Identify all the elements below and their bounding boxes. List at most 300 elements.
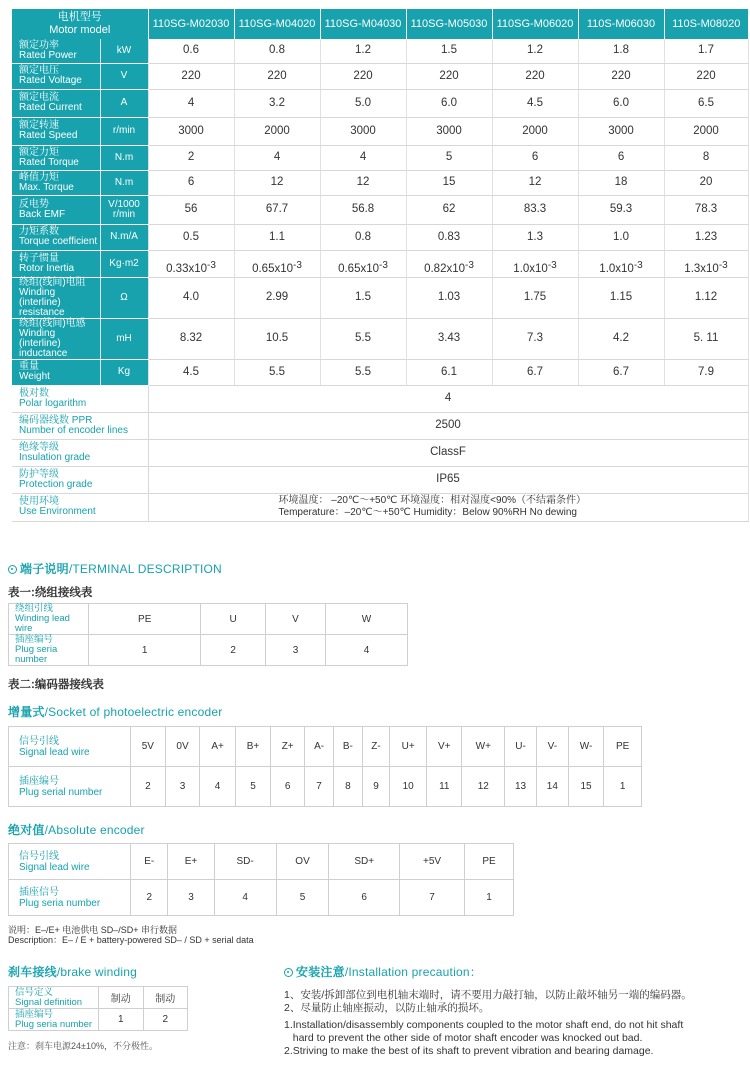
spec-value: 0.6	[148, 39, 234, 63]
pin-cell: 13	[505, 767, 537, 807]
spec-value: 4.5	[148, 359, 234, 385]
label-en: Signal definition	[15, 996, 83, 1008]
param-name-cn: 额定电流	[19, 92, 59, 103]
absolute-note	[8, 925, 254, 945]
spec-value: 15	[406, 170, 492, 195]
param-name-cn: 重量	[19, 361, 39, 372]
label-cn: 插座编号	[15, 634, 54, 645]
spec-value: 1.0	[578, 224, 664, 250]
incremental-signal-row	[9, 727, 642, 767]
spec-value: 18	[578, 170, 664, 195]
value-mantissa: 0.65x10	[338, 262, 380, 275]
winding-plug-label	[9, 635, 89, 666]
pin-cell: 6	[329, 880, 400, 916]
brake-section-title	[8, 963, 137, 980]
pin-cell: 4	[214, 880, 276, 916]
pin-cell: 8	[333, 767, 362, 807]
spec-value: 2000	[234, 117, 320, 145]
spec-merged-row	[12, 412, 748, 439]
param-name-en: Rated Voltage	[19, 75, 82, 86]
label-cn: 插座信号	[19, 886, 59, 898]
spec-value: 5.5	[234, 359, 320, 385]
spec-value: 220	[406, 63, 492, 89]
signal-cell: A-	[305, 727, 334, 767]
value-exponent: -3	[718, 259, 728, 271]
motor-model-header-en: Motor model	[49, 24, 111, 36]
install-line: 1、安装/拆卸部位到电机轴末端时，请不要用力敲打轴，以防止敲坏轴另一端的编码器。	[284, 989, 692, 1001]
param-name	[12, 493, 148, 521]
spec-value: 3000	[148, 117, 234, 145]
label-en: Plug seria number	[15, 644, 58, 665]
circle-dot-icon	[284, 968, 293, 977]
brake-title-en: /brake winding	[56, 965, 137, 979]
terminal-title-en: /TERMINAL DESCRIPTION	[68, 562, 222, 576]
absolute-title-en: /Absolute encoder	[44, 823, 145, 837]
param-name-cn: 力矩系数	[19, 226, 59, 237]
model-col: 110S-M06030	[578, 9, 664, 39]
spec-row	[12, 170, 748, 195]
winding-wire-cell: W	[326, 604, 408, 635]
spec-row	[12, 63, 748, 89]
install-section-title	[284, 963, 482, 980]
label-cn: 信号引线	[19, 735, 59, 747]
spec-value: 8.32	[148, 318, 234, 359]
env-line-cn: 环境温度： –20℃～+50℃ 环境湿度：相对湿度<90%（不结霜条件）	[278, 495, 587, 506]
incremental-pin-label	[9, 767, 131, 807]
spec-value: 1.75	[492, 277, 578, 318]
model-col: 110SG-M05030	[406, 9, 492, 39]
incremental-title-en: /Socket of photoelectric encoder	[44, 705, 223, 719]
install-line: 1.Installation/disassembly components coupled to the motor shaft end, do not hit shaft	[284, 1019, 684, 1031]
spec-merged-value: 4	[148, 385, 748, 412]
terminal-title-cn: 端子说明	[20, 562, 69, 576]
spec-value: 220	[148, 63, 234, 89]
install-line: 2.Striving to make the best of its shaft to prevent vibration and bearing damage.	[284, 1045, 654, 1057]
spec-value: 1.5	[406, 39, 492, 63]
spec-value: 12	[234, 170, 320, 195]
spec-value: 6.1	[406, 359, 492, 385]
value-exponent: -3	[547, 259, 557, 271]
param-name-en: Rated Torque	[19, 156, 79, 168]
param-name	[12, 224, 100, 250]
param-unit: N.m	[100, 170, 148, 195]
param-name-en: Use Environment	[19, 506, 96, 517]
param-name-cn: 反电势	[19, 198, 49, 210]
signal-cell: B+	[235, 727, 270, 767]
spec-value: 12	[320, 170, 406, 195]
spec-value: 12	[492, 170, 578, 195]
winding-wire-cell: V	[265, 604, 325, 635]
brake-pin-row	[9, 1009, 188, 1031]
spec-value: 1.15	[578, 277, 664, 318]
spec-value: 4.5	[492, 89, 578, 117]
install-line: hard to prevent the other side of motor shaft encoder was knocked out bad.	[284, 1032, 643, 1044]
param-name-cn: 峰值力矩	[19, 171, 59, 183]
label-en: Plug seria number	[19, 897, 101, 909]
model-col: 110SG-M02030	[148, 9, 234, 39]
brake-pin-cell: 1	[99, 1009, 144, 1031]
spec-row	[12, 195, 748, 224]
param-unit: r/min	[100, 117, 148, 145]
spec-value: 3000	[578, 117, 664, 145]
param-name-cn: 极对数	[19, 387, 49, 399]
spec-value: 6.5	[664, 89, 748, 117]
param-name-en: Rated Speed	[19, 130, 78, 141]
spec-value: 220	[320, 63, 406, 89]
spec-value: 0.83	[406, 224, 492, 250]
spec-value: 5. 11	[664, 318, 748, 359]
param-name-cn: 转子惯量	[19, 252, 59, 264]
spec-value	[406, 250, 492, 277]
signal-cell: A+	[200, 727, 235, 767]
spec-value: 10.5	[234, 318, 320, 359]
install-line: 2、尽量防止轴座振动，以防止轴承的损坏。	[284, 1002, 490, 1014]
winding-plug-cell: 3	[265, 635, 325, 666]
param-name-en: Back EMF	[19, 208, 66, 220]
absolute-section-title	[8, 821, 145, 838]
signal-cell: U-	[505, 727, 537, 767]
spec-value: 1.1	[234, 224, 320, 250]
param-unit: Kg·m2	[100, 250, 148, 277]
spec-value: 2.99	[234, 277, 320, 318]
spec-value: 1.3	[492, 224, 578, 250]
pin-cell: 5	[276, 880, 329, 916]
signal-cell: Z-	[362, 727, 389, 767]
param-name-cn: 额定电压	[19, 65, 59, 76]
spec-value: 7.9	[664, 359, 748, 385]
param-unit: A	[100, 89, 148, 117]
spec-row	[12, 117, 748, 145]
incremental-title-cn: 增量式	[8, 705, 45, 719]
signal-cell: W-	[568, 727, 604, 767]
model-col: 110SG-M04020	[234, 9, 320, 39]
signal-cell: V-	[536, 727, 568, 767]
winding-plug-cell: 4	[326, 635, 408, 666]
param-name-en: Torque coefficient	[19, 236, 98, 247]
spec-value: 5.0	[320, 89, 406, 117]
param-name	[12, 318, 100, 359]
spec-row	[12, 250, 748, 277]
spec-merged-row	[12, 466, 748, 493]
terminal-section-title	[8, 560, 222, 577]
param-unit: Ω	[100, 277, 148, 318]
param-name-cn: 防护等级	[19, 468, 59, 480]
pin-cell: 7	[400, 880, 465, 916]
absolute-pin-label	[9, 880, 131, 916]
install-title-en: /Installation precaution：	[344, 965, 482, 979]
signal-cell: V+	[427, 727, 462, 767]
spec-value: 6.7	[492, 359, 578, 385]
absolute-encoder-table	[8, 843, 514, 916]
signal-cell: W+	[462, 727, 505, 767]
spec-value: 5	[406, 145, 492, 170]
absolute-note-en: Description：E– / E + battery-powered SD– / SD + serial data	[8, 935, 254, 945]
label-en: Signal lead wire	[19, 861, 90, 873]
param-name-cn: 绝缘等级	[19, 441, 59, 453]
spec-row	[12, 318, 748, 359]
value-exponent: -3	[207, 259, 216, 271]
install-text	[284, 989, 746, 1058]
param-name-en: Rated Current	[19, 102, 82, 113]
param-name-cn: 绕组(线间)电感	[19, 317, 86, 329]
absolute-signal-row	[9, 844, 514, 880]
spec-merged-value: ClassF	[148, 439, 748, 466]
label-cn: 绕组引线	[15, 603, 54, 614]
spec-row	[12, 277, 748, 318]
spec-value: 6	[578, 145, 664, 170]
label-en: Plug serial number	[19, 786, 103, 798]
pin-cell: 5	[235, 767, 270, 807]
param-unit: mH	[100, 318, 148, 359]
value-exponent: -3	[465, 259, 474, 271]
param-name	[12, 145, 100, 170]
pin-cell: 3	[165, 767, 200, 807]
param-name	[12, 277, 100, 318]
value-mantissa: 1.3x10	[684, 262, 719, 275]
signal-cell: 5V	[131, 727, 166, 767]
signal-cell: PE	[465, 844, 514, 880]
brake-table	[8, 986, 188, 1031]
spec-value: 5.5	[320, 359, 406, 385]
spec-value: 20	[664, 170, 748, 195]
spec-value: 6.7	[578, 359, 664, 385]
spec-merged-row	[12, 439, 748, 466]
winding-plug-cell: 1	[89, 635, 201, 666]
spec-env-row	[12, 493, 748, 521]
spec-value: 2	[148, 145, 234, 170]
brake-signal-cell: 制动	[99, 987, 144, 1009]
spec-value: 4	[320, 145, 406, 170]
param-unit: N.m/A	[100, 224, 148, 250]
param-name-cn: 额定转速	[19, 120, 59, 131]
table2-title: 表二:编码器接线表	[8, 679, 104, 691]
spec-value: 3000	[406, 117, 492, 145]
spec-value: 5.5	[320, 318, 406, 359]
brake-signal-row	[9, 987, 188, 1009]
signal-cell: SD+	[329, 844, 400, 880]
param-name	[12, 466, 148, 493]
spec-value: 1.7	[664, 39, 748, 63]
spec-value: 59.3	[578, 195, 664, 224]
signal-cell: Z+	[271, 727, 305, 767]
label-en: Signal lead wire	[19, 746, 90, 758]
circle-dot-icon	[8, 565, 17, 574]
spec-value	[320, 250, 406, 277]
incremental-section-title	[8, 703, 222, 720]
value-exponent: -3	[633, 259, 643, 271]
pin-cell: 2	[131, 880, 168, 916]
spec-value: 2000	[664, 117, 748, 145]
param-name	[12, 39, 100, 63]
param-name-en: Number of encoder lines	[19, 424, 128, 436]
param-name-en: Winding (interline) resistance	[19, 286, 65, 318]
absolute-note-cn: 说明：E–/E+ 电池供电 SD–/SD+ 串行数据	[8, 925, 178, 935]
param-name-cn: 额定力矩	[19, 146, 59, 158]
signal-cell: B-	[333, 727, 362, 767]
spec-value: 220	[234, 63, 320, 89]
signal-cell: OV	[276, 844, 329, 880]
spec-row	[12, 39, 748, 63]
spec-value: 6.0	[578, 89, 664, 117]
motor-spec-table	[12, 9, 749, 522]
signal-cell: +5V	[400, 844, 465, 880]
param-name-en: Rated Power	[19, 49, 77, 61]
model-col: 110SG-M04030	[320, 9, 406, 39]
spec-value: 220	[664, 63, 748, 89]
brake-pin-cell: 2	[143, 1009, 188, 1031]
param-name-en: Insulation grade	[19, 451, 91, 463]
signal-cell: E-	[131, 844, 168, 880]
pin-cell: 6	[271, 767, 305, 807]
label-cn: 插座编号	[19, 775, 59, 787]
spec-value: 220	[578, 63, 664, 89]
pin-cell: 14	[536, 767, 568, 807]
pin-cell: 1	[465, 880, 514, 916]
signal-cell: SD-	[214, 844, 276, 880]
param-unit: N.m	[100, 145, 148, 170]
param-name	[12, 385, 148, 412]
pin-cell: 3	[168, 880, 214, 916]
motor-model-header	[12, 9, 148, 39]
spec-row	[12, 89, 748, 117]
signal-cell: U+	[390, 727, 427, 767]
pin-cell: 12	[462, 767, 505, 807]
table1-title: 表一:绕组接线表	[8, 587, 93, 599]
value-mantissa: 1.0x10	[599, 262, 634, 275]
param-name-en: Max. Torque	[19, 181, 74, 193]
spec-value: 67.7	[234, 195, 320, 224]
spec-env-value	[148, 493, 748, 521]
winding-table	[8, 603, 408, 666]
spec-row	[12, 145, 748, 170]
param-name	[12, 195, 100, 224]
absolute-title-cn: 绝对值	[8, 823, 45, 837]
spec-value	[234, 250, 320, 277]
spec-value: 6.0	[406, 89, 492, 117]
param-name-en: Winding (interline) inductance	[19, 327, 68, 359]
pin-cell: 9	[362, 767, 389, 807]
install-title-cn: 安装注意	[296, 965, 345, 979]
brake-signal-cell: 制动	[143, 987, 188, 1009]
spec-value	[148, 250, 234, 277]
label-cn: 插座编号	[15, 1008, 54, 1020]
spec-value: 6	[148, 170, 234, 195]
param-name	[12, 89, 100, 117]
spec-value: 6	[492, 145, 578, 170]
brake-signal-label	[9, 987, 99, 1009]
signal-cell: 0V	[165, 727, 200, 767]
spec-value: 8	[664, 145, 748, 170]
spec-value: 1.5	[320, 277, 406, 318]
param-unit: kW	[100, 39, 148, 63]
param-name	[12, 250, 100, 277]
motor-model-header-cn: 电机型号	[57, 11, 102, 23]
incremental-pin-row	[9, 767, 642, 807]
absolute-pin-row	[9, 880, 514, 916]
param-name	[12, 412, 148, 439]
model-col: 110S-M08020	[664, 9, 748, 39]
param-name	[12, 359, 100, 385]
spec-header-row	[12, 9, 748, 39]
spec-value: 62	[406, 195, 492, 224]
winding-wire-row	[9, 604, 408, 635]
incremental-signal-label	[9, 727, 131, 767]
brake-title-cn: 刹车接线	[8, 965, 57, 979]
value-mantissa: 0.33x10	[166, 262, 208, 275]
pin-cell: 1	[604, 767, 642, 807]
param-name-en: Polar logarithm	[19, 397, 87, 409]
param-name-en: Rotor Inertia	[19, 262, 75, 274]
param-name-cn: 绕组(线间)电阻	[19, 276, 86, 288]
param-name-cn: 额定功率	[19, 39, 59, 51]
absolute-signal-label	[9, 844, 131, 880]
spec-merged-row	[12, 385, 748, 412]
spec-value: 3000	[320, 117, 406, 145]
spec-value: 83.3	[492, 195, 578, 224]
value-exponent: -3	[379, 259, 388, 271]
param-name-cn: 使用环境	[19, 496, 59, 507]
param-unit: Kg	[100, 359, 148, 385]
spec-value: 56.8	[320, 195, 406, 224]
spec-value: 1.12	[664, 277, 748, 318]
param-name-en: Protection grade	[19, 478, 93, 490]
spec-value	[578, 250, 664, 277]
param-unit: V	[100, 63, 148, 89]
label-cn: 信号引线	[19, 850, 59, 862]
label-cn: 信号定义	[15, 986, 54, 998]
spec-value: 78.3	[664, 195, 748, 224]
brake-pin-label	[9, 1009, 99, 1031]
winding-plug-row	[9, 635, 408, 666]
spec-value: 4.0	[148, 277, 234, 318]
pin-cell: 15	[568, 767, 604, 807]
pin-cell: 10	[390, 767, 427, 807]
value-mantissa: 0.65x10	[252, 262, 294, 275]
spec-merged-value: 2500	[148, 412, 748, 439]
winding-wire-label	[9, 604, 89, 635]
winding-wire-cell: U	[201, 604, 266, 635]
spec-row	[12, 359, 748, 385]
param-name-en: Weight	[19, 371, 50, 382]
spec-value: 1.2	[320, 39, 406, 63]
spec-value: 1.2	[492, 39, 578, 63]
signal-cell: E+	[168, 844, 214, 880]
pin-cell: 2	[131, 767, 166, 807]
spec-value: 3.2	[234, 89, 320, 117]
spec-merged-value: IP65	[148, 466, 748, 493]
spec-value: 0.8	[234, 39, 320, 63]
spec-value: 4	[148, 89, 234, 117]
param-name	[12, 170, 100, 195]
spec-value: 2000	[492, 117, 578, 145]
pin-cell: 11	[427, 767, 462, 807]
spec-value: 1.03	[406, 277, 492, 318]
spec-value: 56	[148, 195, 234, 224]
spec-value: 220	[492, 63, 578, 89]
spec-value: 4	[234, 145, 320, 170]
param-unit: V/1000 r/min	[100, 195, 148, 224]
env-line-en: Temperature：–20℃～+50℃ Humidity：Below 90%RH No dewing	[278, 507, 577, 518]
param-name	[12, 63, 100, 89]
signal-cell: PE	[604, 727, 642, 767]
spec-value: 1.8	[578, 39, 664, 63]
param-name	[12, 117, 100, 145]
param-name	[12, 439, 148, 466]
label-en: Plug seria number	[15, 1018, 93, 1030]
param-name-cn: 编码器线数 PPR	[19, 414, 93, 426]
value-mantissa: 1.0x10	[513, 262, 548, 275]
spec-value: 7.3	[492, 318, 578, 359]
